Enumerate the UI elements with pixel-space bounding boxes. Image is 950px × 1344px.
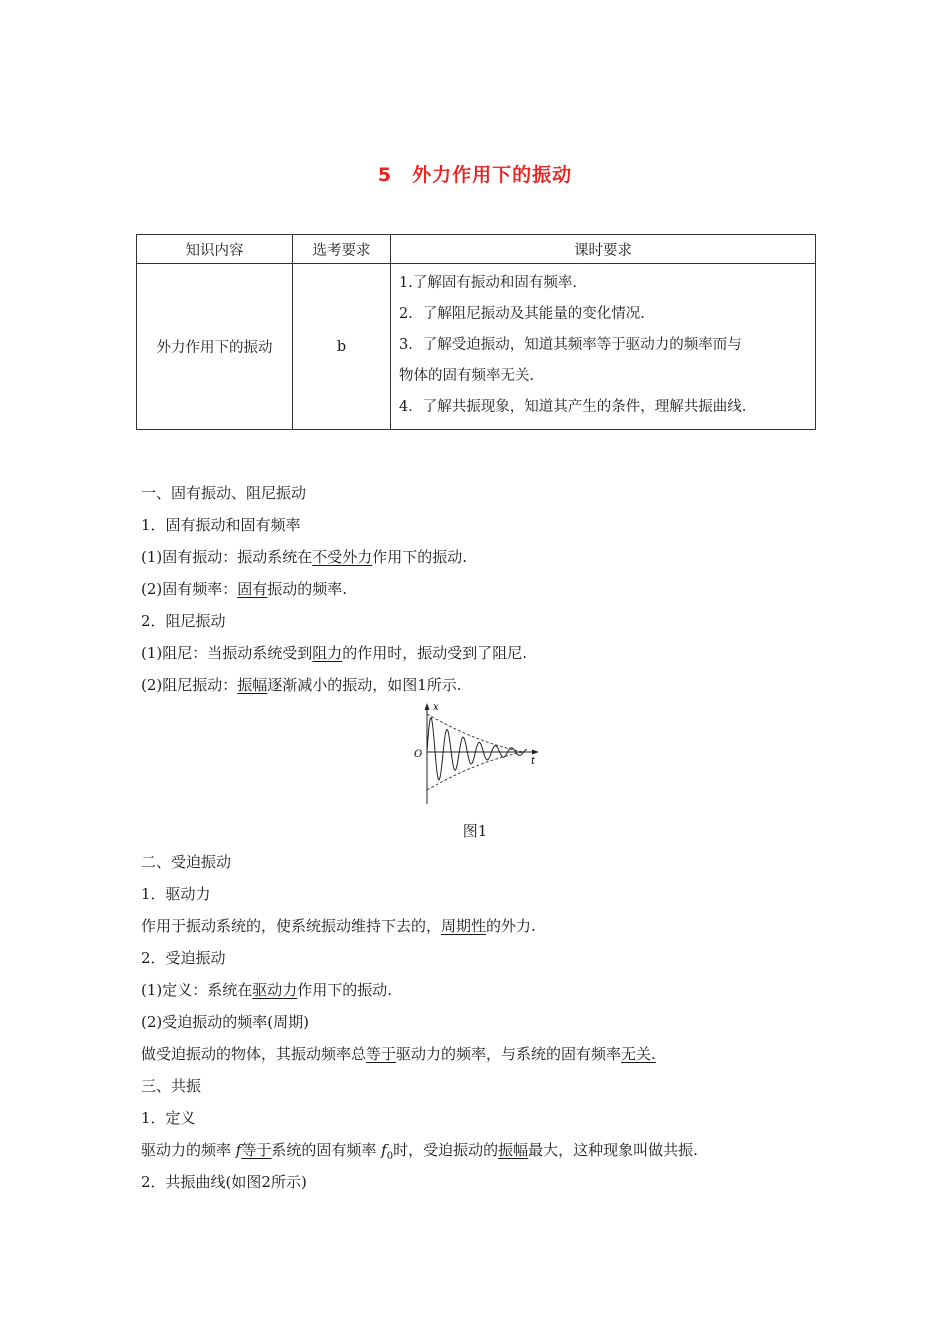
- paragraph: (2)阻尼振动：振幅逐渐减小的振动，如图1所示.: [141, 676, 462, 694]
- paragraph: 驱动力的频率 f等于系统的固有频率 $f_0$时，受迫振动的振幅最大，这种现象叫做共振.: [141, 1141, 698, 1162]
- paragraph: (2)固有频率：固有振动的频率.: [141, 580, 348, 598]
- subsection-heading: 1．驱动力: [141, 885, 211, 903]
- paragraph: 做受迫振动的物体，其振动频率总等于驱动力的频率，与系统的固有频率无关.: [141, 1045, 656, 1063]
- paragraph: (2)受迫振动的频率(周期): [141, 1013, 309, 1031]
- section-heading: 三、共振: [141, 1077, 202, 1095]
- cell-level: b: [293, 264, 391, 430]
- subsection-heading: 1．固有振动和固有频率: [141, 516, 301, 534]
- paragraph: (1)固有振动：振动系统在不受外力作用下的振动.: [141, 548, 468, 566]
- header-requirements: 课时要求: [391, 235, 816, 264]
- x-axis-label: x: [433, 702, 439, 713]
- cell-requirements: [391, 264, 816, 430]
- t-axis-arrow: [532, 750, 539, 755]
- section-heading: 二、受迫振动: [141, 853, 232, 871]
- requirement-line: 3．了解受迫振动，知道其频率等于驱动力的频率而与: [399, 337, 742, 353]
- header-content: 知识内容: [137, 235, 293, 264]
- damped-oscillation-figure: [405, 700, 545, 812]
- header-level: 选考要求: [293, 235, 391, 264]
- upper-envelope: [427, 714, 523, 752]
- requirement-line: 物体的固有频率无关.: [399, 368, 535, 384]
- origin-label: O: [414, 749, 423, 760]
- subsection-heading: 2．共振曲线(如图2所示): [141, 1173, 307, 1191]
- cell-content: 外力作用下的振动: [137, 264, 293, 430]
- damped-wave: [427, 718, 527, 780]
- t-axis-label: t: [531, 756, 536, 767]
- requirement-line: 4．了解共振现象，知道其产生的条件，理解共振曲线.: [399, 399, 747, 415]
- paragraph: (1)定义：系统在驱动力作用下的振动.: [141, 981, 393, 999]
- figure-caption: 图1: [462, 822, 488, 840]
- x-axis-arrow: [425, 703, 430, 710]
- subsection-heading: 1．定义: [141, 1109, 196, 1127]
- paragraph: (1)阻尼：当振动系统受到阻力的作用时，振动受到了阻尼.: [141, 644, 528, 662]
- subsection-heading: 2．受迫振动: [141, 949, 226, 967]
- requirement-line: 2．了解阻尼振动及其能量的变化情况.: [399, 306, 645, 322]
- table-header-row: [137, 235, 816, 264]
- section-heading: 一、固有振动、阻尼振动: [141, 484, 307, 502]
- paragraph: 作用于振动系统的，使系统振动维持下去的，周期性的外力.: [141, 917, 536, 935]
- requirement-line: 1.了解固有振动和固有频率.: [399, 275, 577, 291]
- subsection-heading: 2．阻尼振动: [141, 612, 226, 630]
- page-title: 5 外力作用下的振动: [377, 164, 573, 186]
- requirements-table: [136, 234, 816, 430]
- table-row: [137, 264, 816, 430]
